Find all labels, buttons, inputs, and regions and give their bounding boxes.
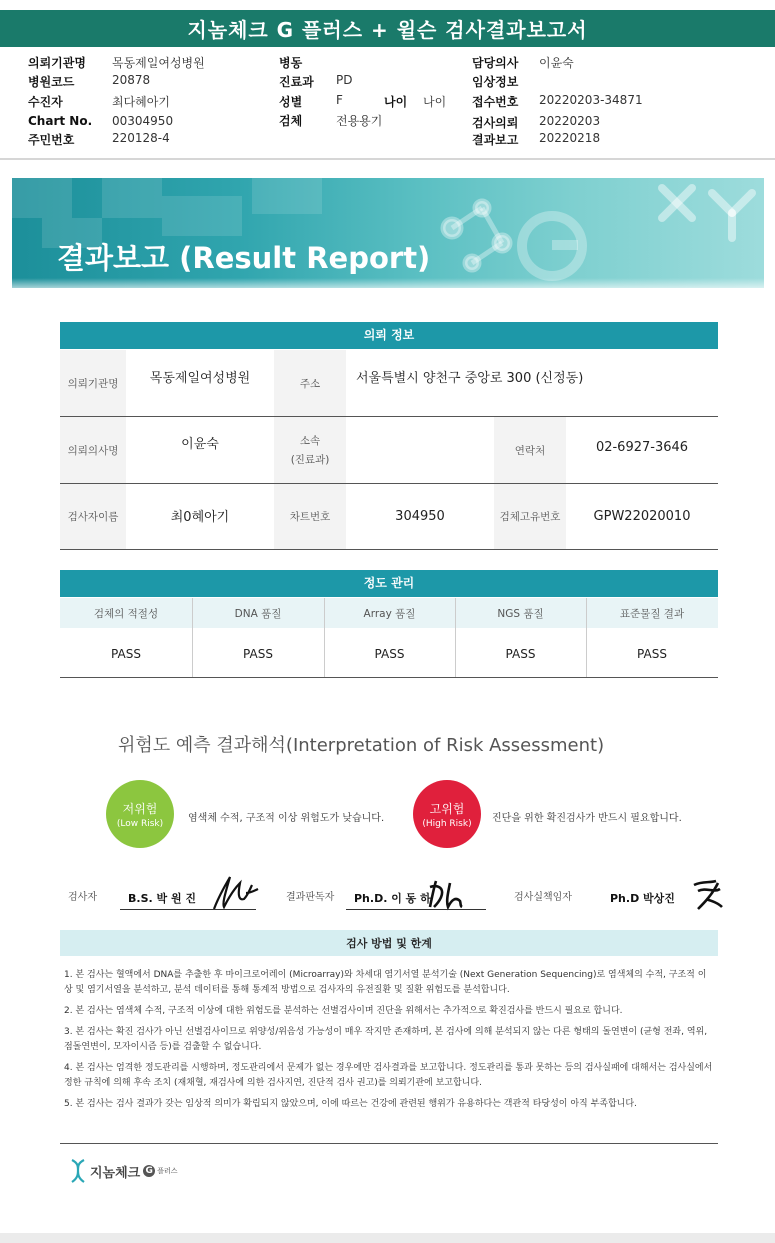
low-risk-desc: 염색체 수적, 구조적 이상 위험도가 낮습니다. [188,813,385,824]
method-item: 4. 본 검사는 엄격한 정도관리를 시행하며, 정도관리에서 문제가 없는 경우에만 검사결과를 보고합니다. 정도관리를 통과 못하는 등의 검사실패에 대해서는 검사실에서 정한 규칙에 의해 후속 조치 (재채혈, 재검사에 의한 검사지연, 진단적 검사 권고)를 의뢰기관에 보고합니다. [64,1063,713,1088]
reviewer-name: Ph.D. 이 동 하 [354,892,431,905]
method-item: 1. 본 검사는 혈액에서 DNA를 추출한 후 마이크로어레이 (Microarray)와 차세대 염기서열 분석기술 (Next Generation Sequencing)로 염색체의 수적, 구조적 이상 및 염기서열을 분석하고, 분석 데이터를 통해 통계적 방법으로 검사자의 유전질환 및 질환 위험도를 분석합니다. [64,970,707,995]
director-label: 검사실책임자 [514,892,572,903]
request-date-value: 20220203 [539,114,601,128]
qc-header: 정도 관리 [60,570,718,597]
affiliation-label: 소속 (진료과) [274,417,346,483]
xy-decoration-icon [652,178,764,248]
qc-col-dna: DNA 품질 [192,598,324,628]
institution-label: 의뢰기관명 [28,56,86,70]
request-info-header: 의뢰 정보 [60,322,718,349]
affiliation-value [346,417,494,483]
qc-value-standard: PASS [637,647,667,661]
reviewer-signature [426,877,466,913]
specimen-label: 검체 [279,114,303,128]
hospital-code-value: 20878 [112,73,151,87]
institution-value: 목동제일여성병원 [112,56,205,70]
report-title: 지놈체크 G 플러스 + 윌슨 검사결과보고서 [0,10,775,47]
recipient-value: 최다혜아기 [112,95,170,109]
low-risk-badge: 저위험 (Low Risk) [106,780,174,848]
physician-label: 담당의사 [472,56,519,70]
director-name: Ph.D 박상진 [610,892,675,905]
qc-value-array: PASS [374,647,405,661]
qc-col-ngs: NGS 품질 [455,598,586,628]
info-divider [0,158,775,160]
subject-value: 최0혜아기 [170,509,230,525]
clinical-label: 임상정보 [472,75,519,89]
receipt-no-value: 20220203-34871 [539,93,643,107]
result-sheet [12,173,764,1233]
ward-label: 병동 [279,56,303,70]
doctor-value: 이윤숙 [181,436,219,452]
department-value: PD [336,73,353,87]
request-date-label: 검사의뢰 [472,116,519,130]
contact-value: 02-6927-3646 [595,439,689,455]
address-label: 주소 [274,350,346,416]
molecule-icon [432,188,612,283]
department-label: 진료과 [279,75,314,89]
specimen-id-value: GPW22020010 [593,509,691,524]
qc-col-specimen: 검체의 적절성 [60,598,192,628]
footer-divider [60,1143,718,1144]
reviewer-label: 결과판독자 [286,892,335,903]
qc-value-specimen: PASS [111,647,141,661]
methods-header: 검사 방법 및 한계 [60,930,718,956]
resident-no-label: 주민번호 [28,133,75,147]
high-risk-desc: 진단을 위한 확진검사가 반드시 필요합니다. [492,813,682,824]
resident-no-value: 220128-4 [112,131,170,145]
risk-title: 위험도 예측 결과해석(Interpretation of Risk Assessment) [118,735,605,756]
qc-col-standard: 표준물질 결과 [586,598,718,628]
age-label: 나이 [384,95,408,109]
report-date-label: 결과보고 [472,133,519,147]
chart-label: 차트번호 [274,484,346,549]
chart-no-label: Chart No. [28,114,93,128]
receipt-no-label: 접수번호 [472,95,519,109]
recipient-label: 수진자 [28,95,63,109]
specimen-value: 전용용기 [336,114,383,128]
genomecheck-logo: 지놈체크 G 플러스 [68,1158,178,1184]
doctor-label: 의뢰의사명 [60,417,126,483]
methods-list [64,968,714,1118]
hospital-code-label: 병원코드 [28,75,75,89]
subject-label: 검사자이름 [60,484,126,549]
qc-col-array: Array 품질 [324,598,455,628]
report-date-value: 20220218 [539,131,601,145]
chart-value: 304950 [395,509,445,524]
chart-no-value: 00304950 [112,114,174,128]
method-item: 3. 본 검사는 확진 검사가 아닌 선별검사이므로 위양성/위음성 가능성이 매우 작지만 존재하며, 본 검사에 의해 분석되지 않는 다른 형태의 돌연변이 (균형 전좌, 역위, 점돌연변이, 모자이시즘 등)를 검출할 수 없습니다. [64,1027,708,1052]
method-item: 2. 본 검사는 염색체 수적, 구조적 이상에 대한 위험도를 분석하는 선별검사이며 진단을 위해서는 추가적으로 확진검사를 반드시 필요로 합니다. [64,1006,623,1016]
tester-name: B.S. 박 원 진 [128,892,197,905]
sex-value: F [336,93,343,107]
request-institution-label: 의뢰기관명 [60,350,126,416]
director-signature [688,877,728,913]
contact-label: 연락처 [494,417,566,483]
specimen-id-label: 검체고유번호 [494,484,566,549]
high-risk-badge: 고위험 (High Risk) [413,780,481,848]
address-value: 서울특별시 양천구 중앙로 300 (신정동) [356,371,584,386]
sex-label: 성별 [279,95,303,109]
method-item: 5. 본 검사는 검사 결과가 갖는 임상적 의미가 확립되지 않았으며, 이에 따르는 건강에 관련된 행위가 유용하다는 객관적 타당성이 아직 부족합니다. [64,1099,637,1109]
result-banner [12,178,764,288]
bottom-band [0,1233,775,1243]
request-institution-value: 목동제일여성병원 [149,371,251,386]
age-value: 나이 [423,95,447,109]
tester-label: 검사자 [68,892,97,903]
physician-value: 이윤숙 [539,56,574,70]
qc-value-ngs: PASS [505,647,536,661]
tester-signature [210,873,260,913]
qc-value-dna: PASS [243,647,273,661]
banner-title: 결과보고 (Result Report) [57,241,431,275]
dna-logo-icon [68,1158,88,1184]
